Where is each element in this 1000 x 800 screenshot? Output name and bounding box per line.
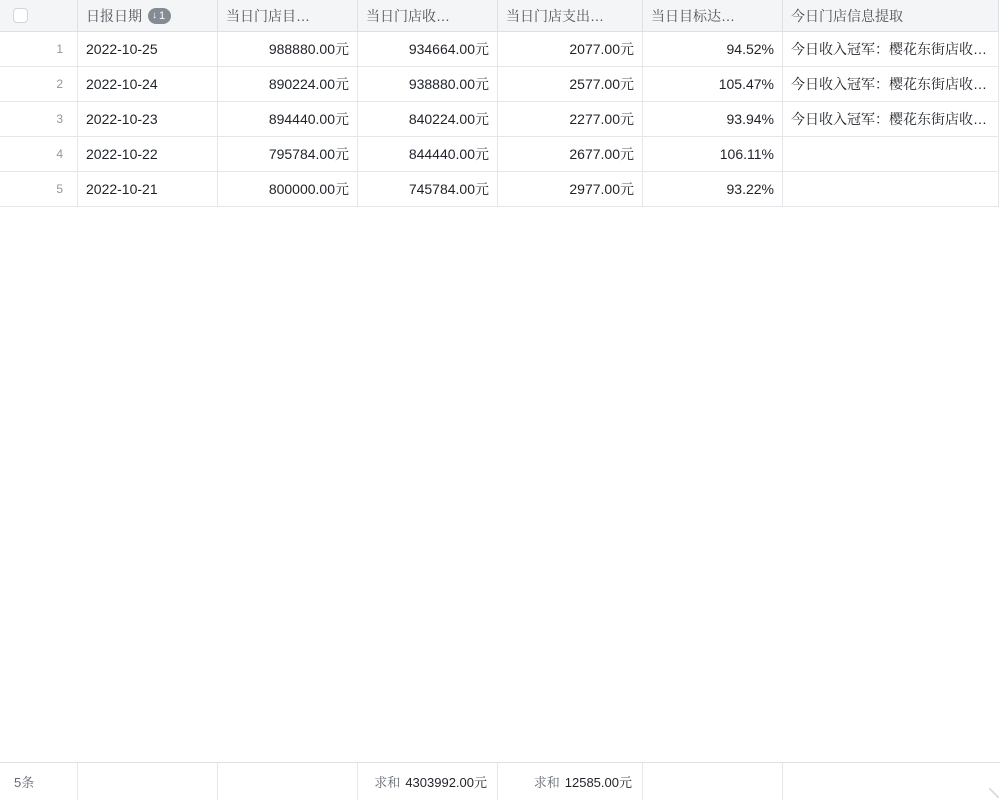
cell-info[interactable] (783, 172, 999, 206)
column-header-target[interactable] (218, 0, 358, 31)
select-all-header-cell[interactable] (0, 0, 78, 31)
cell-text: 今日收入冠军：樱花东街店收… (791, 41, 987, 57)
cell-text: 2022-10-23 (86, 111, 158, 127)
summary-cell-rate[interactable] (643, 763, 783, 800)
select-all-checkbox[interactable] (13, 8, 28, 23)
cell-income[interactable] (358, 172, 498, 206)
resize-grip-icon[interactable] (989, 788, 999, 798)
cell-date[interactable] (78, 32, 218, 66)
table-row (0, 32, 999, 67)
cell-text: 2022-10-22 (86, 146, 158, 162)
sort-badge[interactable] (148, 8, 171, 24)
income-sum-value: 4303992.00元 (405, 775, 487, 790)
cell-expense[interactable] (498, 137, 643, 171)
column-label: 当日门店支出… (506, 7, 604, 24)
column-label: 日报日期 (86, 7, 142, 24)
cell-expense[interactable] (498, 67, 643, 101)
cell-date[interactable] (78, 67, 218, 101)
cell-rate[interactable] (643, 67, 783, 101)
cell-target[interactable] (218, 172, 358, 206)
cell-target[interactable] (218, 67, 358, 101)
cell-rate[interactable] (643, 102, 783, 136)
summary-cell-date[interactable] (78, 763, 218, 800)
cell-target[interactable] (218, 137, 358, 171)
expense-sum-value: 12585.00元 (564, 775, 632, 790)
cell-text: 800000.00元 (268, 181, 349, 197)
cell-expense[interactable] (498, 102, 643, 136)
column-header-info[interactable] (783, 0, 999, 31)
sum-label: 求和 (533, 775, 560, 790)
cell-text: 2677.00元 (569, 146, 634, 162)
cell-text: 2577.00元 (569, 76, 634, 92)
cell-rate[interactable] (643, 172, 783, 206)
cell-income[interactable] (358, 137, 498, 171)
cell-income[interactable] (358, 67, 498, 101)
cell-target[interactable] (218, 32, 358, 66)
summary-cell-info[interactable] (783, 763, 999, 800)
record-count-cell (0, 763, 78, 800)
column-label: 当日目标达… (651, 7, 735, 24)
table-row (0, 172, 999, 207)
cell-text: 今日收入冠军：樱花东街店收… (791, 76, 987, 92)
table-row (0, 102, 999, 137)
cell-text: 938880.00元 (408, 76, 489, 92)
cell-text: 105.47% (718, 76, 774, 92)
sort-order: 1 (159, 9, 166, 22)
row-number-cell[interactable] (0, 172, 78, 206)
cell-text: 2277.00元 (569, 111, 634, 127)
cell-text: 94.52% (726, 41, 774, 57)
cell-text: 890224.00元 (268, 76, 349, 92)
column-header-income[interactable] (358, 0, 498, 31)
cell-info[interactable] (783, 32, 999, 66)
cell-rate[interactable] (643, 32, 783, 66)
cell-info[interactable] (783, 137, 999, 171)
cell-date[interactable] (78, 102, 218, 136)
summary-cell-target[interactable] (218, 763, 358, 800)
cell-text: 844440.00元 (408, 146, 489, 162)
column-header-expense[interactable] (498, 0, 643, 31)
row-number: 5 (56, 182, 63, 196)
cell-text: 2977.00元 (569, 181, 634, 197)
summary-bar (0, 762, 1000, 800)
cell-text: 2022-10-24 (86, 76, 158, 92)
cell-text: 106.11% (719, 146, 774, 162)
row-number-cell[interactable] (0, 137, 78, 171)
cell-text: 745784.00元 (408, 181, 489, 197)
row-number: 3 (56, 112, 63, 126)
row-number: 2 (56, 77, 63, 91)
cell-text: 934664.00元 (408, 41, 489, 57)
cell-expense[interactable] (498, 172, 643, 206)
sort-arrow-down-icon: ↓ (152, 9, 157, 21)
cell-text: 840224.00元 (408, 111, 489, 127)
cell-text: 93.94% (726, 111, 774, 127)
data-table (0, 0, 999, 207)
table-row (0, 137, 999, 172)
row-number: 1 (56, 42, 63, 56)
row-number-cell[interactable] (0, 67, 78, 101)
record-count: 5条 (14, 775, 35, 790)
cell-income[interactable] (358, 32, 498, 66)
column-label: 今日门店信息提取 (791, 7, 903, 24)
header-row (0, 0, 999, 32)
column-header-date[interactable] (78, 0, 218, 31)
summary-cell-expense-sum[interactable] (498, 763, 643, 800)
cell-text: 93.22% (726, 181, 774, 197)
cell-text: 795784.00元 (268, 146, 349, 162)
cell-expense[interactable] (498, 32, 643, 66)
cell-rate[interactable] (643, 137, 783, 171)
row-number-cell[interactable] (0, 102, 78, 136)
cell-text: 2022-10-21 (86, 181, 158, 197)
summary-cell-income-sum[interactable] (358, 763, 498, 800)
column-label: 当日门店收… (366, 7, 450, 24)
table-body (0, 32, 999, 207)
table-row (0, 67, 999, 102)
cell-text: 894440.00元 (268, 111, 349, 127)
cell-info[interactable] (783, 67, 999, 101)
column-label: 当日门店目… (226, 7, 310, 24)
cell-date[interactable] (78, 172, 218, 206)
row-number-cell[interactable] (0, 32, 78, 66)
cell-text: 今日收入冠军：樱花东街店收… (791, 111, 987, 127)
sum-label: 求和 (374, 775, 401, 790)
cell-text: 988880.00元 (268, 41, 349, 57)
cell-info[interactable] (783, 102, 999, 136)
cell-text: 2077.00元 (569, 41, 634, 57)
column-header-rate[interactable] (643, 0, 783, 31)
cell-date[interactable] (78, 137, 218, 171)
row-number: 4 (56, 147, 63, 161)
cell-text: 2022-10-25 (86, 41, 158, 57)
cell-target[interactable] (218, 102, 358, 136)
cell-income[interactable] (358, 102, 498, 136)
